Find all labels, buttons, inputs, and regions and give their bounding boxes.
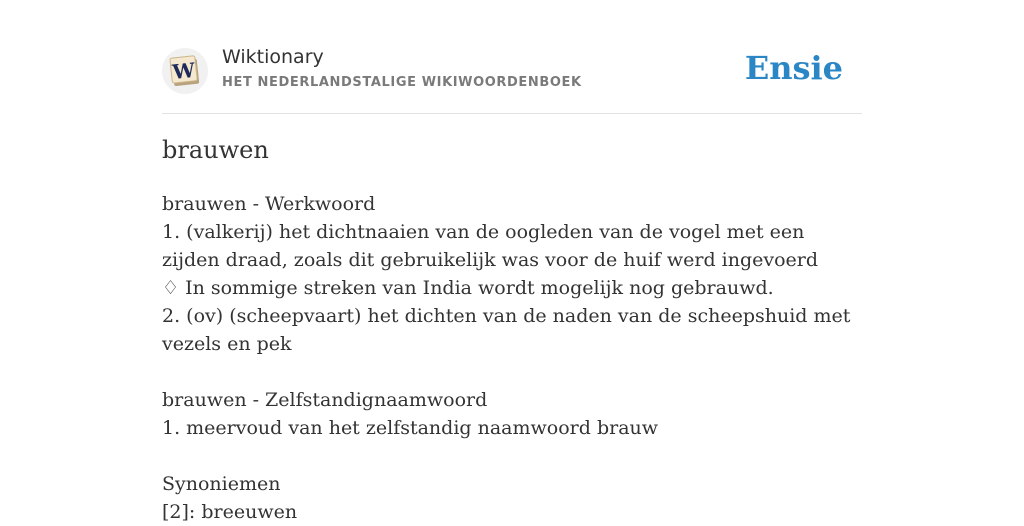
site-name[interactable]: Wiktionary: [222, 46, 324, 68]
verb-heading: brauwen - Werkwoord: [162, 193, 376, 215]
wiktionary-logo-icon[interactable]: [162, 48, 208, 94]
logo-graphic: [162, 48, 208, 94]
spacer: [162, 358, 862, 386]
entry-content: [162, 190, 862, 526]
svg-text:W: W: [171, 57, 197, 85]
verb-example: ♢ In sommige streken van India wordt mogelijk nog gebrauwd.: [162, 277, 774, 299]
page: [162, 0, 862, 523]
spacer: [162, 442, 862, 470]
ensie-brand-link[interactable]: Ensie: [744, 49, 843, 87]
verb-definition-1: 1. (valkerij) het dichtnaaien van de oogleden van de vogel met een zijden draad, zoals dit gebruikelijk was voor de huif werd ingevoerd: [162, 221, 819, 271]
noun-heading: brauwen - Zelfstandignaamwoord: [162, 389, 488, 411]
header-divider: [162, 113, 862, 114]
synonyms-item: [2]: breeuwen: [162, 501, 298, 523]
synonyms-heading: Synoniemen: [162, 473, 281, 495]
noun-definition-1: 1. meervoud van het zelfstandig naamwoord brauw: [162, 417, 659, 439]
page-title: brauwen: [162, 136, 269, 164]
site-tagline: HET NEDERLANDSTALIGE WIKIWOORDENBOEK: [222, 75, 582, 90]
verb-definition-2: 2. (ov) (scheepvaart) het dichten van de naden van de scheepshuid met vezels en pek: [162, 305, 851, 355]
site-header: [162, 44, 862, 96]
